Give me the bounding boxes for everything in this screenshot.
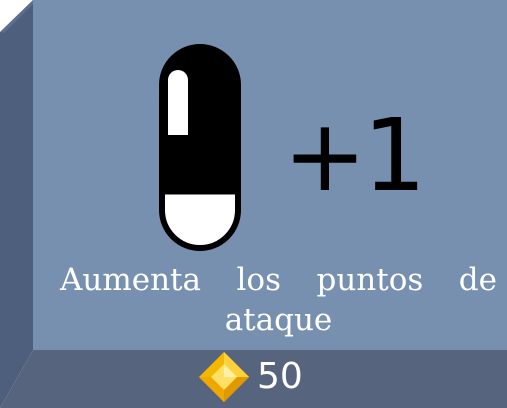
- price-tag[interactable]: [198, 352, 303, 402]
- card-left-bevel: [0, 0, 33, 408]
- item-description: Aumenta los puntos de ataque: [60, 262, 497, 338]
- gold-gem-icon: [198, 351, 250, 403]
- bonus-value: +1: [283, 97, 423, 214]
- price-amount: 50: [257, 356, 303, 397]
- capsule-pill-icon: [155, 40, 245, 255]
